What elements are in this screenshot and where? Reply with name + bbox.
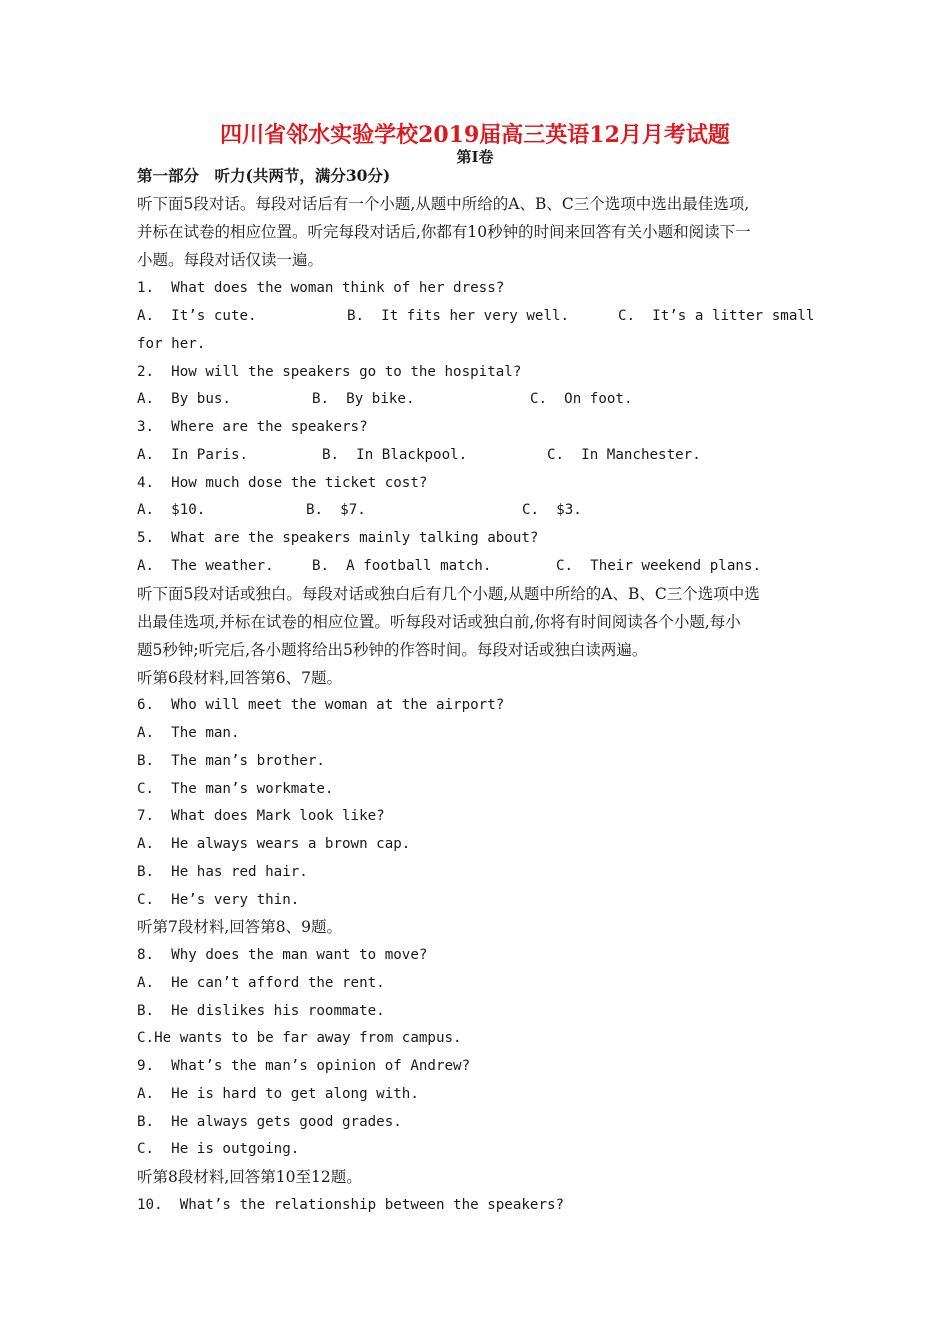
option-c: C. It’s a litter small xyxy=(618,308,815,324)
material-heading: 听第8段材料,回答第10至12题。 xyxy=(137,1168,362,1186)
option-b: B. He always gets good grades. xyxy=(137,1114,402,1130)
instruction-line: 并标在试卷的相应位置。听完每段对话后,你都有10秒钟的时间来回答有关小题和阅读下一 xyxy=(137,223,751,241)
question-4: 4. How much dose the ticket cost? xyxy=(137,475,428,491)
option-b: B. A football match. xyxy=(312,558,492,574)
option-b: B. By bike. xyxy=(312,391,415,407)
question-2: 2. How will the speakers go to the hospital? xyxy=(137,364,522,380)
question-1: 1. What does the woman think of her dress? xyxy=(137,280,505,296)
volume-label: 第I卷 xyxy=(456,148,494,166)
question-3: 3. Where are the speakers? xyxy=(137,419,368,435)
section-heading: 第一部分 听力(共两节，满分30分) xyxy=(137,166,391,185)
option-c: C. The man’s workmate. xyxy=(137,781,334,797)
question-7: 7. What does Mark look like? xyxy=(137,808,385,824)
question-8: 8. Why does the man want to move? xyxy=(137,947,428,963)
option-a: A. He is hard to get along with. xyxy=(137,1086,419,1102)
material-heading: 听第7段材料,回答第8、9题。 xyxy=(137,918,343,936)
option-a: A. The man. xyxy=(137,725,240,741)
option-c: C.He wants to be far away from campus. xyxy=(137,1030,462,1046)
option-b: B. In Blackpool. xyxy=(322,447,468,463)
option-b: B. He has red hair. xyxy=(137,864,308,880)
question-9: 9. What’s the man’s opinion of Andrew? xyxy=(137,1058,471,1074)
option-c: C. On foot. xyxy=(530,391,633,407)
option-c-continued: for her. xyxy=(137,336,206,352)
page-title: 四川省邻水实验学校2019届高三英语12月月考试题 xyxy=(220,122,730,148)
option-c: C. In Manchester. xyxy=(547,447,701,463)
option-b: B. He dislikes his roommate. xyxy=(137,1003,385,1019)
option-a: A. It’s cute. xyxy=(137,308,257,324)
instruction-line: 题5秒钟;听完后,各小题将给出5秒钟的作答时间。每段对话或独白读两遍。 xyxy=(137,641,648,659)
instruction-line: 出最佳选项,并标在试卷的相应位置。听每段对话或独白前,你将有时间阅读各个小题,每小 xyxy=(137,613,741,631)
option-b: B. $7. xyxy=(306,502,366,518)
option-b: B. It fits her very well. xyxy=(347,308,570,324)
question-5: 5. What are the speakers mainly talking about? xyxy=(137,530,539,546)
option-b: B. The man’s brother. xyxy=(137,753,325,769)
instruction-line: 小题。每段对话仅读一遍。 xyxy=(137,251,324,269)
option-a: A. The weather. xyxy=(137,558,274,574)
question-10: 10. What’s the relationship between the speakers? xyxy=(137,1197,565,1213)
option-c: C. He’s very thin. xyxy=(137,892,300,908)
instruction-line: 听下面5段对话。每段对话后有一个小题,从题中所给的A、B、C三个选项中选出最佳选项, xyxy=(137,195,750,213)
question-6: 6. Who will meet the woman at the airport? xyxy=(137,697,505,713)
option-a: A. In Paris. xyxy=(137,447,249,463)
option-a: A. $10. xyxy=(137,502,206,518)
option-c: C. Their weekend plans. xyxy=(556,558,761,574)
option-c: C. $3. xyxy=(522,502,582,518)
option-c: C. He is outgoing. xyxy=(137,1141,300,1157)
option-a: A. He always wears a brown cap. xyxy=(137,836,411,852)
option-a: A. He can’t afford the rent. xyxy=(137,975,385,991)
option-a: A. By bus. xyxy=(137,391,231,407)
instruction-line: 听下面5段对话或独白。每段对话或独白后有几个小题,从题中所给的A、B、C三个选项中选 xyxy=(137,585,760,603)
material-heading: 听第6段材料,回答第6、7题。 xyxy=(137,669,343,687)
